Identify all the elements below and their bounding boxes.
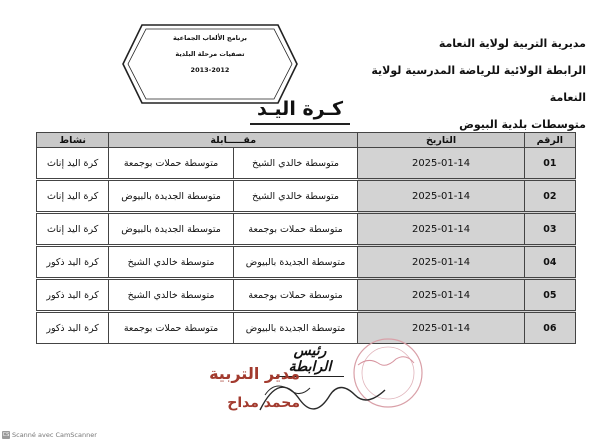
program-line-3: 2013-2012 bbox=[190, 66, 230, 74]
table-row bbox=[37, 148, 576, 180]
row-activity: كرة اليد ذكور bbox=[37, 246, 109, 279]
row-activity: كرة اليد ذكور bbox=[37, 279, 109, 312]
header-line-league: الرابطة الولائية للرياضة المدرسية لولاية النعامة bbox=[371, 64, 586, 104]
program-line-2: تصفيات مرحلة البلدية bbox=[175, 50, 245, 58]
scanner-text: Scanné avec CamScanner bbox=[12, 431, 97, 439]
row-date: 2025-01-14 bbox=[358, 213, 524, 246]
round-stamp-inner bbox=[362, 347, 414, 399]
header-block bbox=[356, 30, 586, 138]
column-date: التاريخ bbox=[358, 133, 524, 148]
table-row bbox=[37, 213, 576, 246]
official-stamp-and-signature bbox=[209, 335, 440, 425]
program-box bbox=[120, 22, 300, 106]
row-number: 02 bbox=[524, 180, 575, 213]
row-number: 01 bbox=[524, 148, 575, 180]
header-line-schools: متوسطات بلدية البيوض bbox=[459, 118, 586, 131]
row-team-b: متوسطة الجديدة بالبيوض bbox=[109, 180, 234, 213]
column-number: الرقم bbox=[524, 133, 575, 148]
row-number: 03 bbox=[524, 213, 575, 246]
row-activity: كرة اليد إناث bbox=[37, 213, 109, 246]
row-number: 04 bbox=[524, 246, 575, 279]
row-team-b: متوسطة خالدي الشيخ bbox=[109, 279, 234, 312]
signature-title: رئيس الرابطة bbox=[270, 343, 350, 375]
row-activity: كرة اليد إناث bbox=[37, 148, 109, 180]
row-team-a: متوسطة خالدي الشيخ bbox=[233, 148, 358, 180]
row-team-b: متوسطة حملات بوجمعة bbox=[109, 312, 234, 344]
table-header-row bbox=[37, 133, 576, 148]
round-stamp-outer bbox=[354, 339, 422, 407]
camscanner-icon: CS bbox=[2, 432, 10, 438]
stamp-text-director: مدير التربية bbox=[209, 364, 300, 383]
row-team-a: متوسطة الجديدة بالبيوض bbox=[233, 312, 358, 344]
program-line-1: برنامج الألعاب الجماعية bbox=[173, 34, 247, 42]
table-row bbox=[37, 180, 576, 213]
row-date: 2025-01-14 bbox=[358, 148, 524, 180]
row-team-a: متوسطة حملات بوجمعة bbox=[233, 213, 358, 246]
row-number: 05 bbox=[524, 279, 575, 312]
scanner-watermark bbox=[2, 431, 97, 439]
column-match: مقـــــابلة bbox=[109, 133, 358, 148]
row-team-b: متوسطة حملات بوجمعة bbox=[109, 148, 234, 180]
row-date: 2025-01-14 bbox=[358, 312, 524, 344]
row-team-b: متوسطة خالدي الشيخ bbox=[109, 246, 234, 279]
row-date: 2025-01-14 bbox=[358, 279, 524, 312]
table-row bbox=[37, 279, 576, 312]
match-schedule-table bbox=[36, 132, 576, 344]
column-activity: نشاط bbox=[37, 133, 109, 148]
row-activity: كرة اليد ذكور bbox=[37, 312, 109, 344]
row-date: 2025-01-14 bbox=[358, 180, 524, 213]
row-team-a: متوسطة خالدي الشيخ bbox=[233, 180, 358, 213]
row-activity: كرة اليد إناث bbox=[37, 180, 109, 213]
row-number: 06 bbox=[524, 312, 575, 344]
row-date: 2025-01-14 bbox=[358, 246, 524, 279]
row-team-a: متوسطة الجديدة بالبيوض bbox=[233, 246, 358, 279]
table-row bbox=[37, 246, 576, 279]
row-team-a: متوسطة حملات بوجمعة bbox=[233, 279, 358, 312]
document-title: كـرة اليـد bbox=[230, 98, 370, 122]
header-line-directorate: مديرية التربية لولاية النعامة bbox=[438, 37, 586, 50]
stamp-text-name: محمد مداح bbox=[227, 395, 300, 411]
row-team-b: متوسطة الجديدة بالبيوض bbox=[109, 213, 234, 246]
